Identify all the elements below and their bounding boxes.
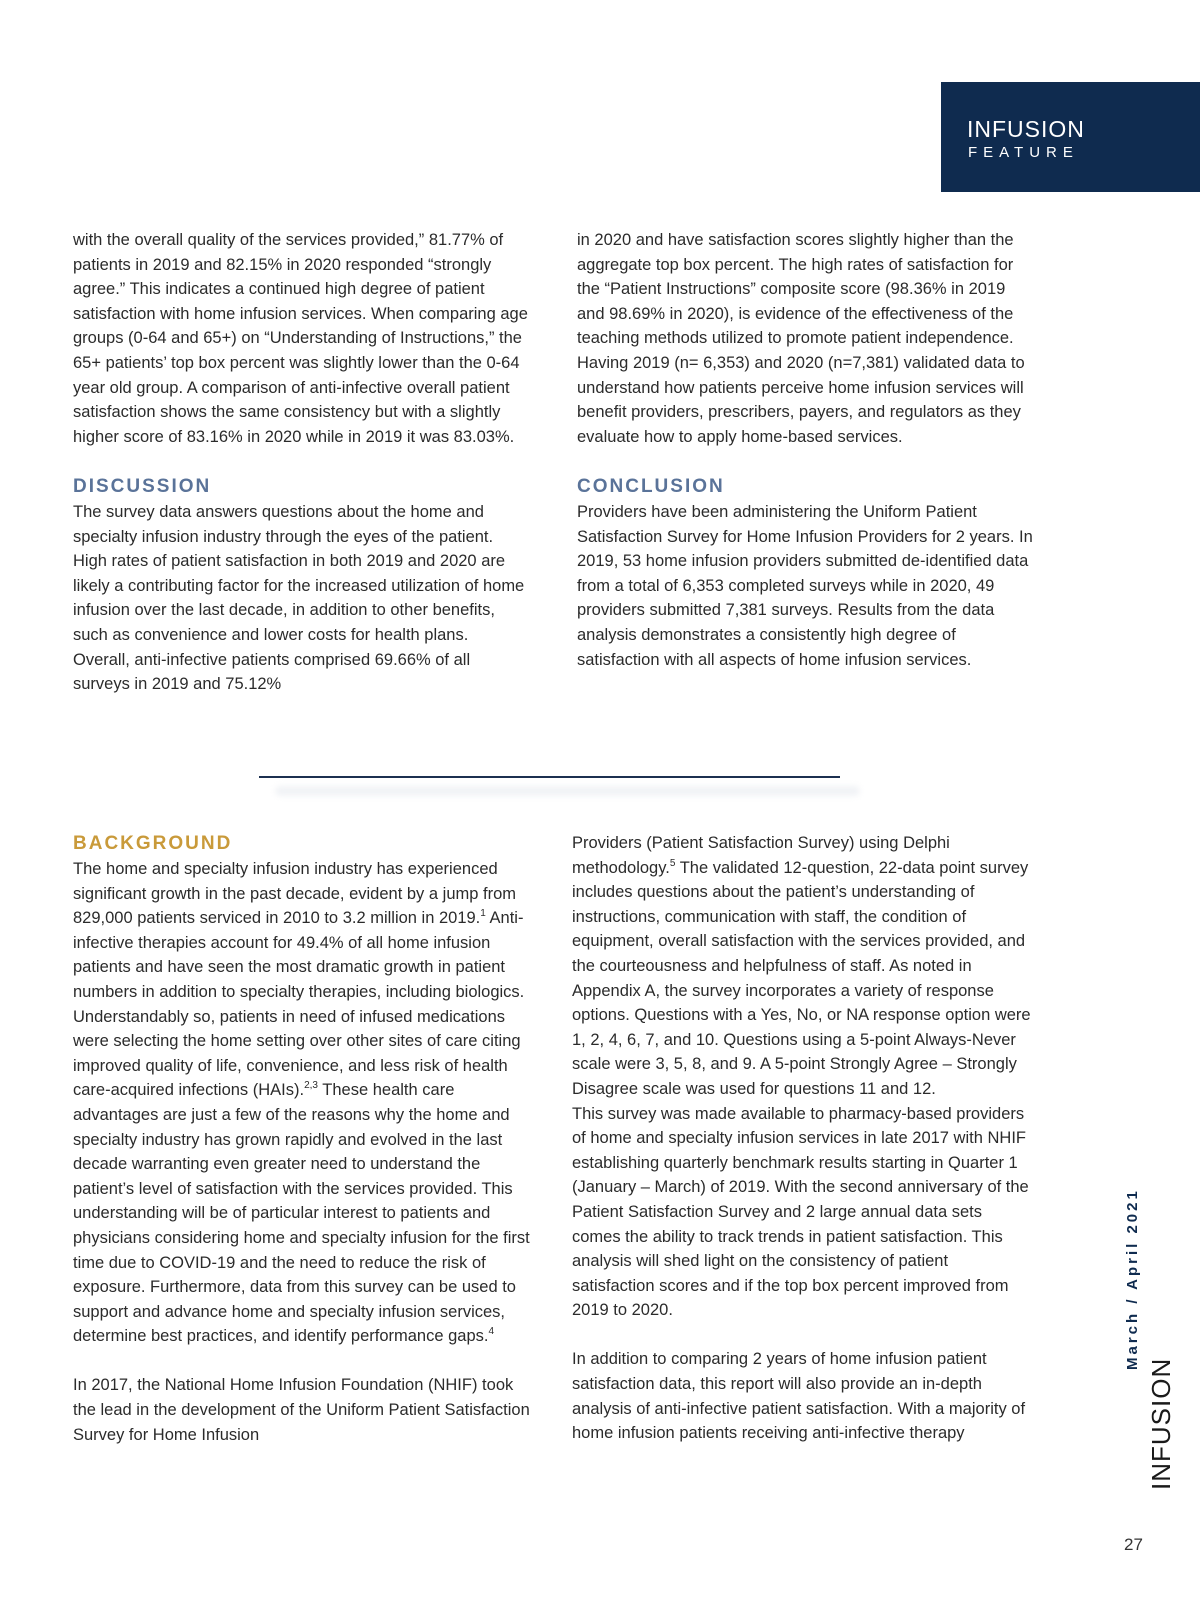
paragraph: In 2017, the National Home Infusion Foundation (NHIF) took the lead in the development of the Uniform Patient Satisfaction Survey for Home Infusion (73, 1376, 530, 1444)
page-number: 27 (1124, 1535, 1143, 1554)
divider-shadow (275, 786, 860, 796)
paragraph: In addition to comparing 2 years of home infusion patient satisfaction data, this report will also provide an in-depth analysis of anti-infective patient satisfaction. With a majority of home infusion patients receiving anti-infective therapy (572, 1350, 1026, 1443)
paragraph: The home and specialty infusion industry has experienced significant growth in the past decade, evident by a jump from 829,000 patients serviced in 2010 to 3.2 million in 2019.$^1$ Anti-infective therapies account for 49.4% of all home infusion patients and have seen the most dramatic growth in patient numbers in addition to specialty therapies, including biologics. Understandably so, patients in need of infused medications were selecting the home setting over other sites of care citing improved quality of life, convenience, and less risk of health care-acquired infections (HAIs).$^{2,3}$ These health care advantages are just a few of the reasons why the home and specialty industry has grown rapidly and evolved in the last decade warranting even greater need to understand the patient’s level of satisfaction with the services provided. This understanding will be of particular interest to patients and physicians considering home and specialty infusion for the first time due to COVID-19 and the need to reduce the risk of exposure. Furthermore, data from this survey can be used to support and advance home and specialty infusion services, determine best practices, and identify performance gaps.$^4$ (73, 860, 530, 1346)
bottom-right-column (572, 831, 1035, 1446)
paragraph: Providers (Patient Satisfaction Survey) using Delphi methodology.$^5$ The validated 12-question, 22-data point survey includes questions about the patient’s understanding of instructions, communication with staff, the condition of equipment, overall satisfaction with the services provided, and the courteousness and helpfulness of staff. As noted in Appendix A, the survey incorporates a variety of response options. Questions with a Yes, No, or NA response option were 1, 2, 4, 6, 7, and 10. Questions using a 5-point Always-Never scale were 3, 5, 8, and 9. A 5-point Strongly Agree – Strongly Disagree scale was used for questions 11 and 12. (572, 834, 1031, 1098)
footnote-ref: 4 (488, 1326, 495, 1338)
issue-date: March / April 2021 (1124, 1188, 1141, 1370)
paragraph: The survey data answers questions about the home and specialty infusion industry through the eyes of the patient. High rates of patient satisfaction in both 2019 and 2020 are likely a contributing factor for the increased utilization of home infusion over the last decade, in addition to other benefits, such as convenience and lower costs for health plans. Overall, anti-infective patients comprised 69.66% of all surveys in 2019 and 75.12% (73, 502, 525, 694)
sidebar-logo: INFUSION (1146, 1357, 1176, 1490)
brand-logo: INFUSION (967, 116, 1085, 142)
background-heading: BACKGROUND (73, 833, 233, 854)
footnote-ref: 2,3 (304, 1080, 318, 1092)
discussion-heading: DISCUSSION (73, 475, 212, 497)
paragraph: Providers have been administering the Uniform Patient Satisfaction Survey for Home Infusion Providers for 2 years. In 2019, 53 home infusion providers submitted de-identified data from a total of 6,353 completed surveys while in 2020, 49 providers submitted 7,381 surveys. Results from the data analysis demonstrates a consistently high degree of satisfaction with all aspects of home infusion services. (577, 502, 1033, 669)
section-label: FEATURE (968, 144, 1079, 161)
top-right-column (577, 228, 1033, 672)
footnote-ref: 1 (480, 908, 486, 920)
paragraph: in 2020 and have satisfaction scores slightly higher than the aggregate top box percent. The high rates of satisfaction for the “Patient Instructions” composite score (98.36% in 2019 and 98.69% in 2020), is evidence of the effectiveness of the teaching methods utilized to promote patient independence. Having 2019 (n= 6,353) and 2020 (n=7,381) validated data to understand how patients perceive home infusion services will benefit providers, prescribers, payers, and regulators as they evaluate how to apply home-based services. (577, 231, 1025, 446)
feature-badge (941, 82, 1200, 192)
bottom-left-column (73, 831, 535, 1447)
paragraph: with the overall quality of the services provided,” 81.77% of patients in 2019 and 82.15% in 2020 responded “strongly agree.” This indicates a continued high degree of patient satisfaction with home infusion services. When comparing age groups (0-64 and 65+) on “Understanding of Instructions,” the 65+ patients’ top box percent was slightly lower than the 0-64 year old group. A comparison of anti-infective overall patient satisfaction shows the same consistency but with a slightly higher score of 83.16% in 2020 while in 2019 it was 83.03%. (73, 231, 528, 446)
section-divider (259, 776, 840, 778)
conclusion-heading: CONCLUSION (577, 475, 725, 497)
paragraph: This survey was made available to pharmacy-based providers of home and specialty infusion services in late 2017 with NHIF establishing quarterly benchmark results starting in Quarter 1 (January – March) of 2019. With the second anniversary of the Patient Satisfaction Survey and 2 large annual data sets comes the ability to track trends in patient satisfaction. This analysis will shed light on the consistency of patient satisfaction scores and if the top box percent improved from 2019 to 2020. (572, 1104, 1029, 1320)
footnote-ref: 5 (669, 857, 676, 869)
top-left-column (73, 228, 529, 697)
